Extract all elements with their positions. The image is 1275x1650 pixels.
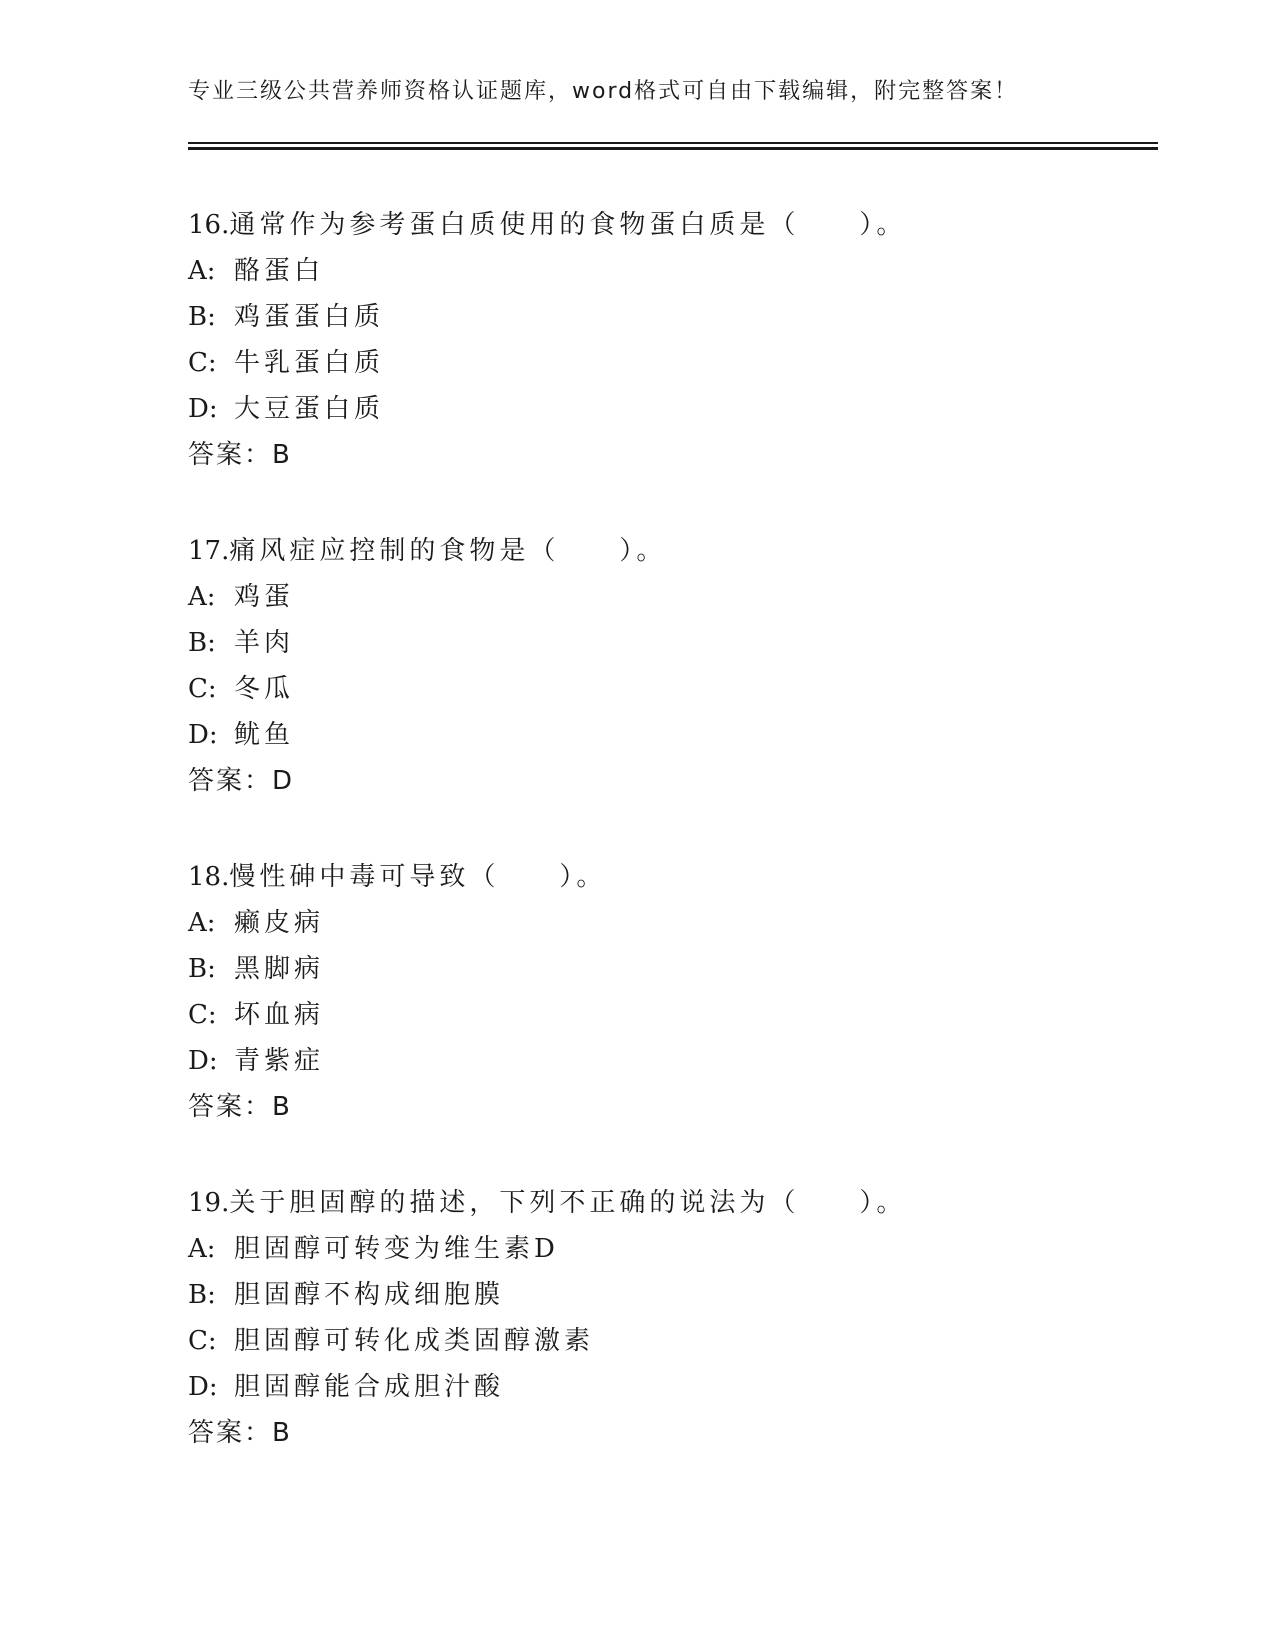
- option-letter: D:: [188, 1372, 218, 1402]
- question-stem: [188, 202, 1148, 248]
- option-d: [188, 386, 1148, 432]
- option-d: [188, 712, 1148, 758]
- option-b: [188, 294, 1148, 340]
- question-text: 痛风症应控制的食物是（ ）。: [229, 536, 667, 566]
- option-text: 胆固醇不构成细胞膜: [234, 1280, 505, 1310]
- question-number: 18.: [188, 862, 230, 892]
- option-a: [188, 248, 1148, 294]
- option-letter: B:: [188, 1280, 216, 1310]
- option-letter: D:: [188, 394, 218, 424]
- option-letter: D:: [188, 720, 218, 750]
- option-letter: C:: [188, 1326, 217, 1356]
- option-letter: C:: [188, 674, 217, 704]
- question-stem: [188, 528, 1148, 574]
- question-number: 19.: [188, 1188, 230, 1218]
- option-c: [188, 666, 1148, 712]
- option-text: 羊肉: [234, 628, 295, 658]
- answer-line: 答案：B: [188, 1092, 292, 1122]
- question-17: [188, 528, 1148, 804]
- question-text: 通常作为参考蛋白质使用的食物蛋白质是（ ）。: [229, 210, 907, 240]
- question-stem: [188, 1180, 1148, 1226]
- option-letter: A:: [188, 908, 216, 938]
- option-letter: A:: [188, 582, 216, 612]
- option-c: [188, 340, 1148, 386]
- question-18: [188, 854, 1148, 1130]
- question-number: 16.: [188, 210, 230, 240]
- question-19: [188, 1180, 1148, 1456]
- option-text: 坏血病: [234, 1000, 325, 1030]
- option-letter: C:: [188, 348, 217, 378]
- header-rule-thin: [188, 142, 1158, 144]
- question-number: 17.: [188, 536, 230, 566]
- option-text: 胆固醇可转化成类固醇激素: [234, 1326, 595, 1356]
- option-text: 酪蛋白: [234, 256, 325, 286]
- option-text: 牛乳蛋白质: [234, 348, 385, 378]
- option-text: 鸡蛋蛋白质: [234, 302, 385, 332]
- option-a: [188, 900, 1148, 946]
- answer-line: 答案：B: [188, 1418, 292, 1448]
- option-letter: D:: [188, 1046, 218, 1076]
- option-b: [188, 620, 1148, 666]
- option-text: 胆固醇可转变为维生素D: [234, 1234, 559, 1264]
- option-text: 癞皮病: [234, 908, 325, 938]
- option-text: 黑脚病: [234, 954, 325, 984]
- option-d: [188, 1038, 1148, 1084]
- option-d: [188, 1364, 1148, 1410]
- question-text: 慢性砷中毒可导致（ ）。: [229, 862, 607, 892]
- option-letter: C:: [188, 1000, 217, 1030]
- option-b: [188, 946, 1148, 992]
- option-letter: B:: [188, 302, 216, 332]
- option-a: [188, 574, 1148, 620]
- header-rule-thick: [188, 147, 1158, 150]
- option-text: 青紫症: [234, 1046, 325, 1076]
- option-text: 冬瓜: [234, 674, 295, 704]
- option-text: 胆固醇能合成胆汁酸: [234, 1372, 505, 1402]
- answer-line: 答案：B: [188, 440, 292, 470]
- option-letter: A:: [188, 256, 216, 286]
- question-list: [188, 202, 1148, 1456]
- answer-line: 答案：D: [188, 766, 295, 796]
- option-text: 鱿鱼: [234, 720, 295, 750]
- option-c: [188, 1318, 1148, 1364]
- option-letter: A:: [188, 1234, 216, 1264]
- question-stem: [188, 854, 1148, 900]
- question-16: [188, 202, 1148, 478]
- option-text: 大豆蛋白质: [234, 394, 385, 424]
- option-letter: B:: [188, 954, 216, 984]
- page-header-text: 专业三级公共营养师资格认证题库，word格式可自由下载编辑，附完整答案！: [188, 79, 1019, 104]
- option-letter: B:: [188, 628, 216, 658]
- question-text: 关于胆固醇的描述，下列不正确的说法为（ ）。: [229, 1188, 907, 1218]
- option-text: 鸡蛋: [234, 582, 295, 612]
- option-b: [188, 1272, 1148, 1318]
- option-a: [188, 1226, 1148, 1272]
- option-c: [188, 992, 1148, 1038]
